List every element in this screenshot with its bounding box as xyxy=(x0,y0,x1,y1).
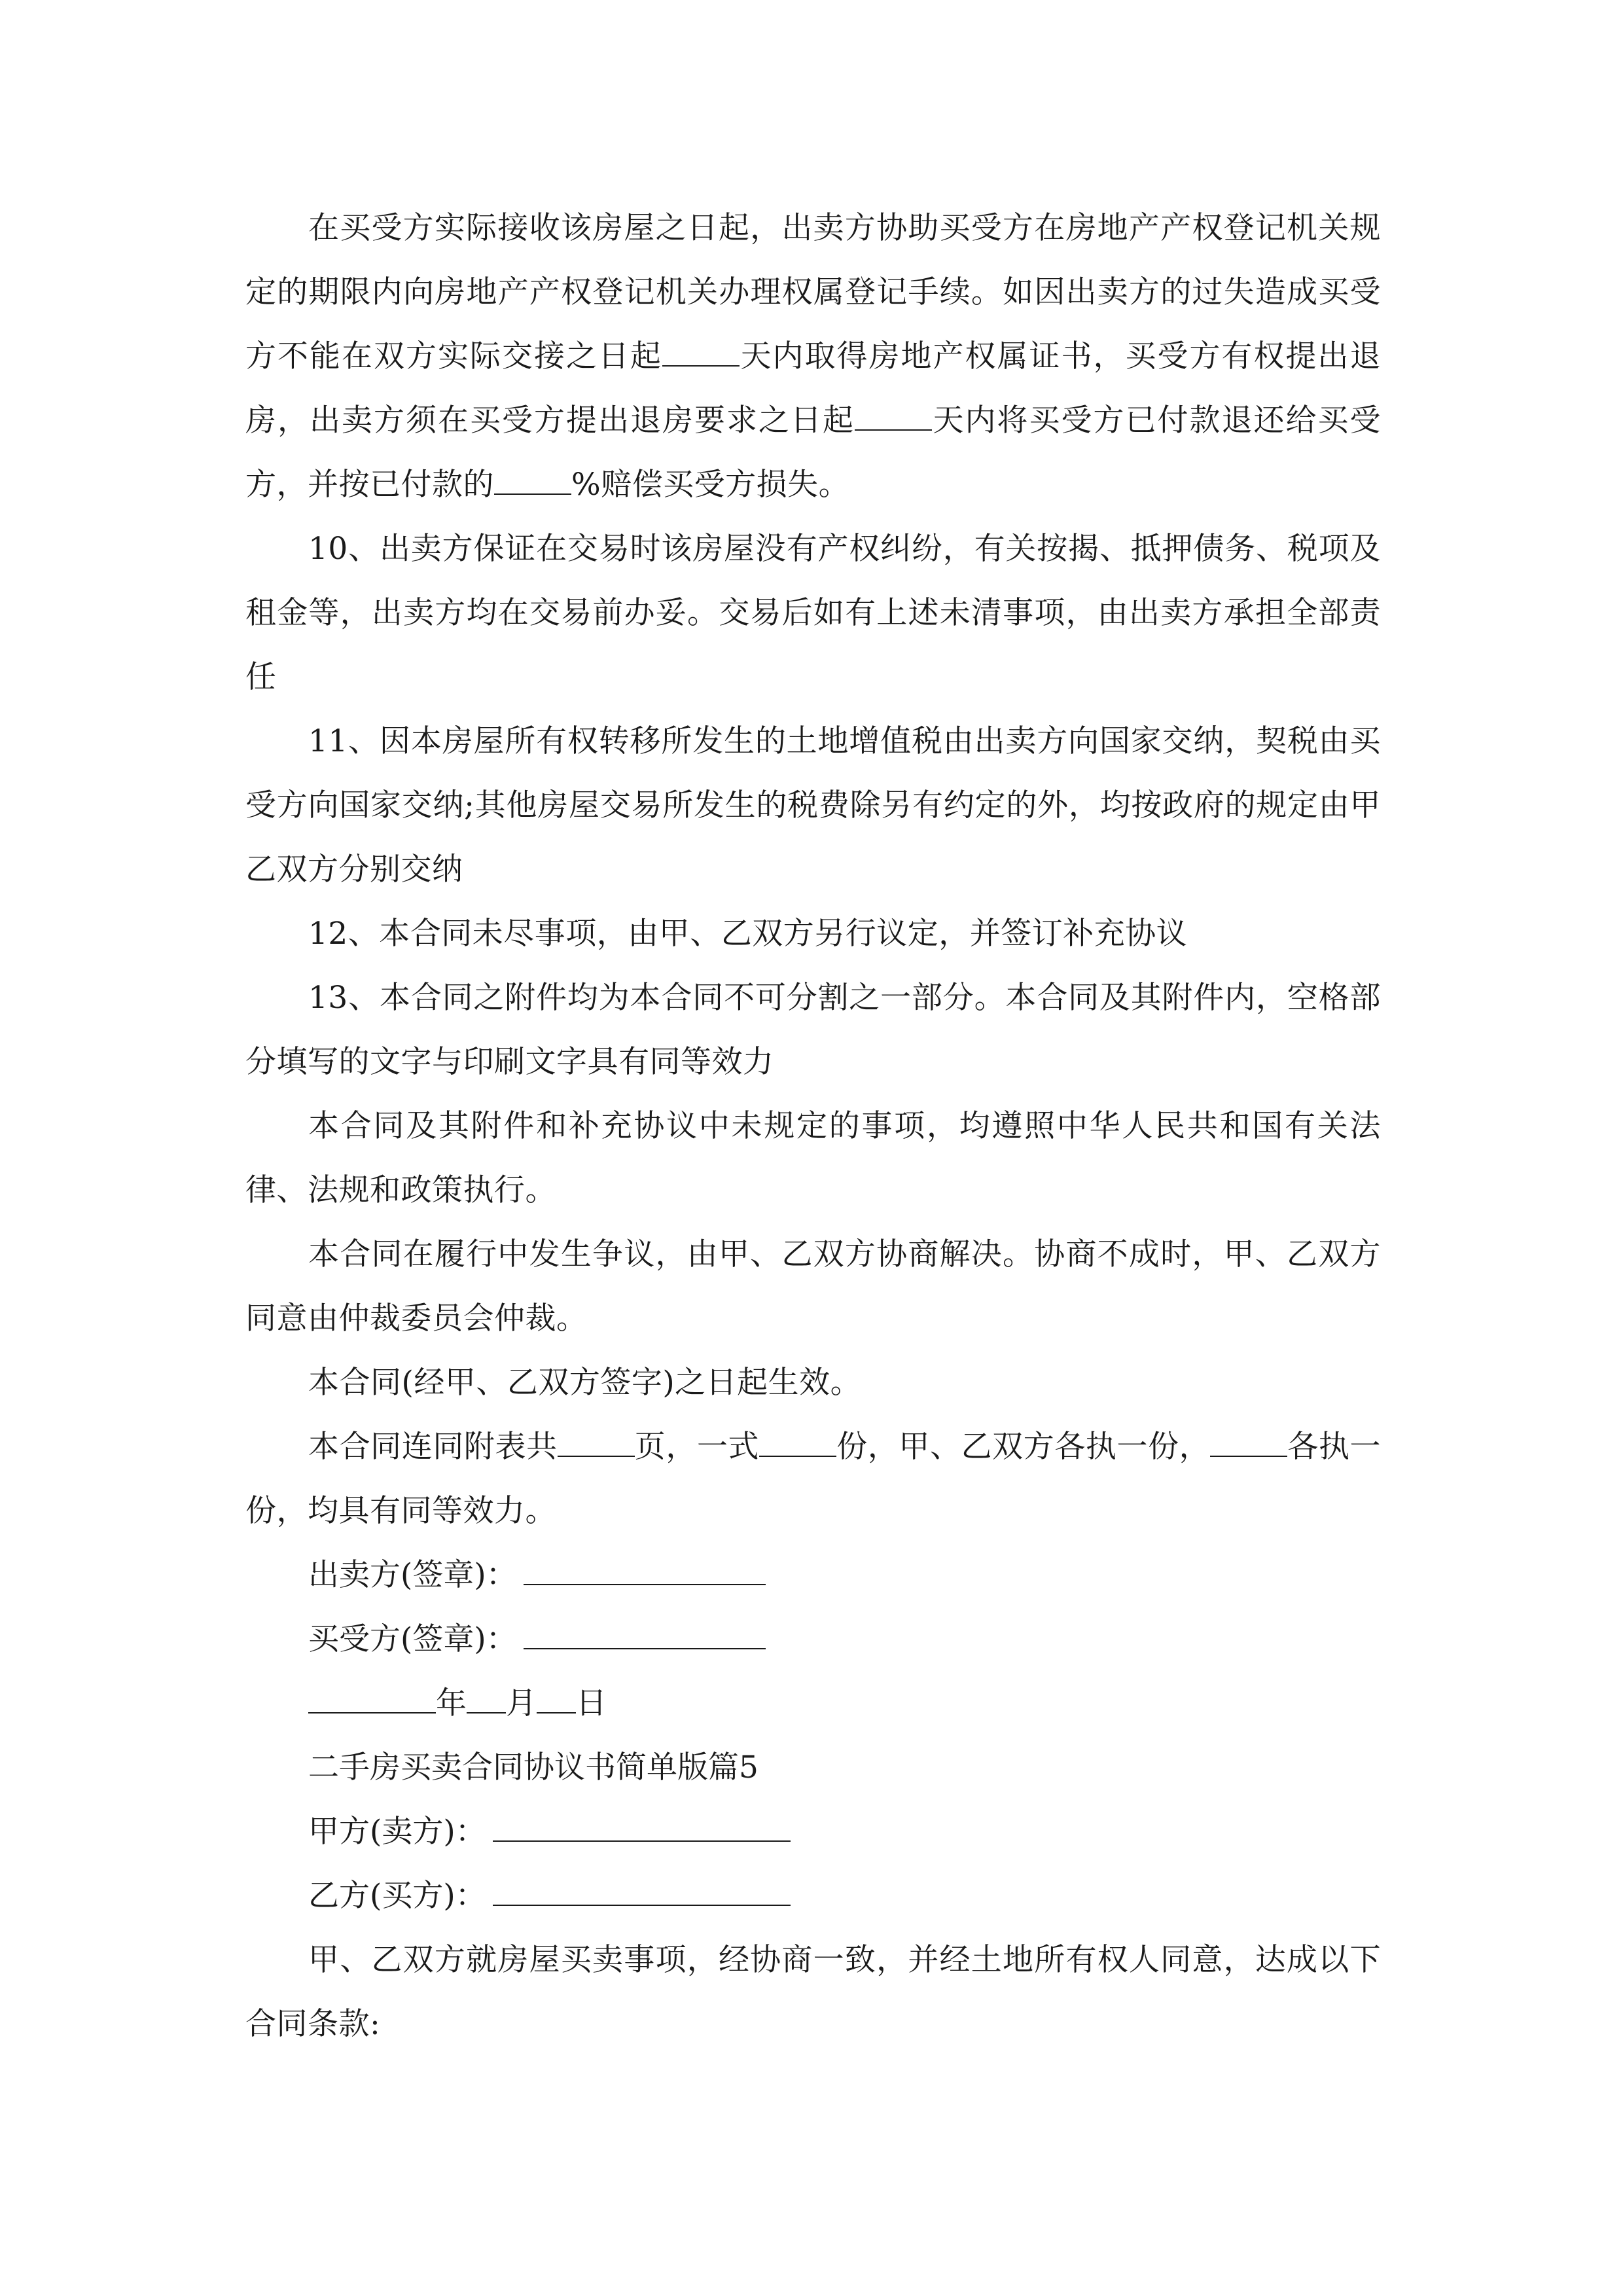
document-body xyxy=(245,196,1381,2056)
year-field[interactable] xyxy=(308,1686,436,1713)
blank-page-count[interactable] xyxy=(558,1429,635,1457)
paragraph-registration: 在买受方实际接收该房屋之日起，出卖方协助买受方在房地产产权登记机关规定的期限内向房地产产权登记机关办理权属登记手续。如因出卖方的过失造成买受方不能在双方实际交接之日起 天内取得房地产权属证书，买受方有权提出退房，出卖方须在买受方提出退房要求之日起 天内将买受方已付款退还给买受方，并按已付款的 %赔偿买受方损失。 xyxy=(245,210,1381,503)
clause-13: 13、本合同之附件均为本合同不可分割之一部分。本合同及其附件内，空格部分填写的文字与印刷文字具有同等效力 xyxy=(245,980,1381,1080)
blank-copy-count[interactable] xyxy=(759,1429,836,1457)
buyer-signature-field[interactable] xyxy=(524,1622,766,1649)
clause-11: 11、因本房屋所有权转移所发生的土地增值税由出卖方向国家交纳，契税由买受方向国家交纳;其他房屋交易所发生的税费除另有约定的外，均按政府的规定由甲乙双方分别交纳 xyxy=(245,723,1381,888)
party-b-field[interactable] xyxy=(493,1878,791,1906)
blank-third-party[interactable] xyxy=(1210,1429,1287,1457)
paragraph-dispute: 本合同在履行中发生争议，由甲、乙双方协商解决。协商不成时，甲、乙双方同意由仲裁委员会仲裁。 xyxy=(245,1236,1381,1336)
day-field[interactable] xyxy=(537,1686,576,1713)
party-b-line: 乙方(买方)： xyxy=(245,1864,1381,1928)
seller-signature-field[interactable] xyxy=(524,1558,766,1585)
paragraph-effective: 本合同(经甲、乙双方签字)之日起生效。 xyxy=(308,1365,862,1401)
buyer-signature-line: 买受方(签章)： xyxy=(245,1607,1381,1672)
party-a-line: 甲方(卖方)： xyxy=(245,1800,1381,1864)
blank-days-certificate[interactable] xyxy=(662,339,740,367)
paragraph-agreement-intro: 甲、乙双方就房屋买卖事项，经协商一致，并经土地所有权人同意，达成以下合同条款: xyxy=(245,1942,1381,2042)
blank-days-refund[interactable] xyxy=(855,403,932,431)
date-line: 年 月 日 xyxy=(245,1672,1381,1736)
party-a-field[interactable] xyxy=(493,1814,791,1842)
paragraph-copies: 本合同连同附表共 页，一式 份，甲、乙双方各执一份， 各执一份，均具有同等效力。 xyxy=(245,1429,1382,1529)
seller-signature-line: 出卖方(签章)： xyxy=(245,1543,1381,1607)
clause-12: 12、本合同未尽事项，由甲、乙双方另行议定，并签订补充协议 xyxy=(308,916,1188,952)
month-field[interactable] xyxy=(467,1686,506,1713)
blank-compensation-percent[interactable] xyxy=(494,467,571,495)
section-title: 二手房买卖合同协议书简单版篇5 xyxy=(308,1749,758,1785)
clause-10: 10、出卖方保证在交易时该房屋没有产权纠纷，有关按揭、抵押债务、税项及租金等，出卖方均在交易前办妥。交易后如有上述未清事项，由出卖方承担全部责任 xyxy=(245,531,1381,695)
paragraph-applicable-law: 本合同及其附件和补充协议中未规定的事项，均遵照中华人民共和国有关法律、法规和政策执行。 xyxy=(245,1108,1381,1208)
